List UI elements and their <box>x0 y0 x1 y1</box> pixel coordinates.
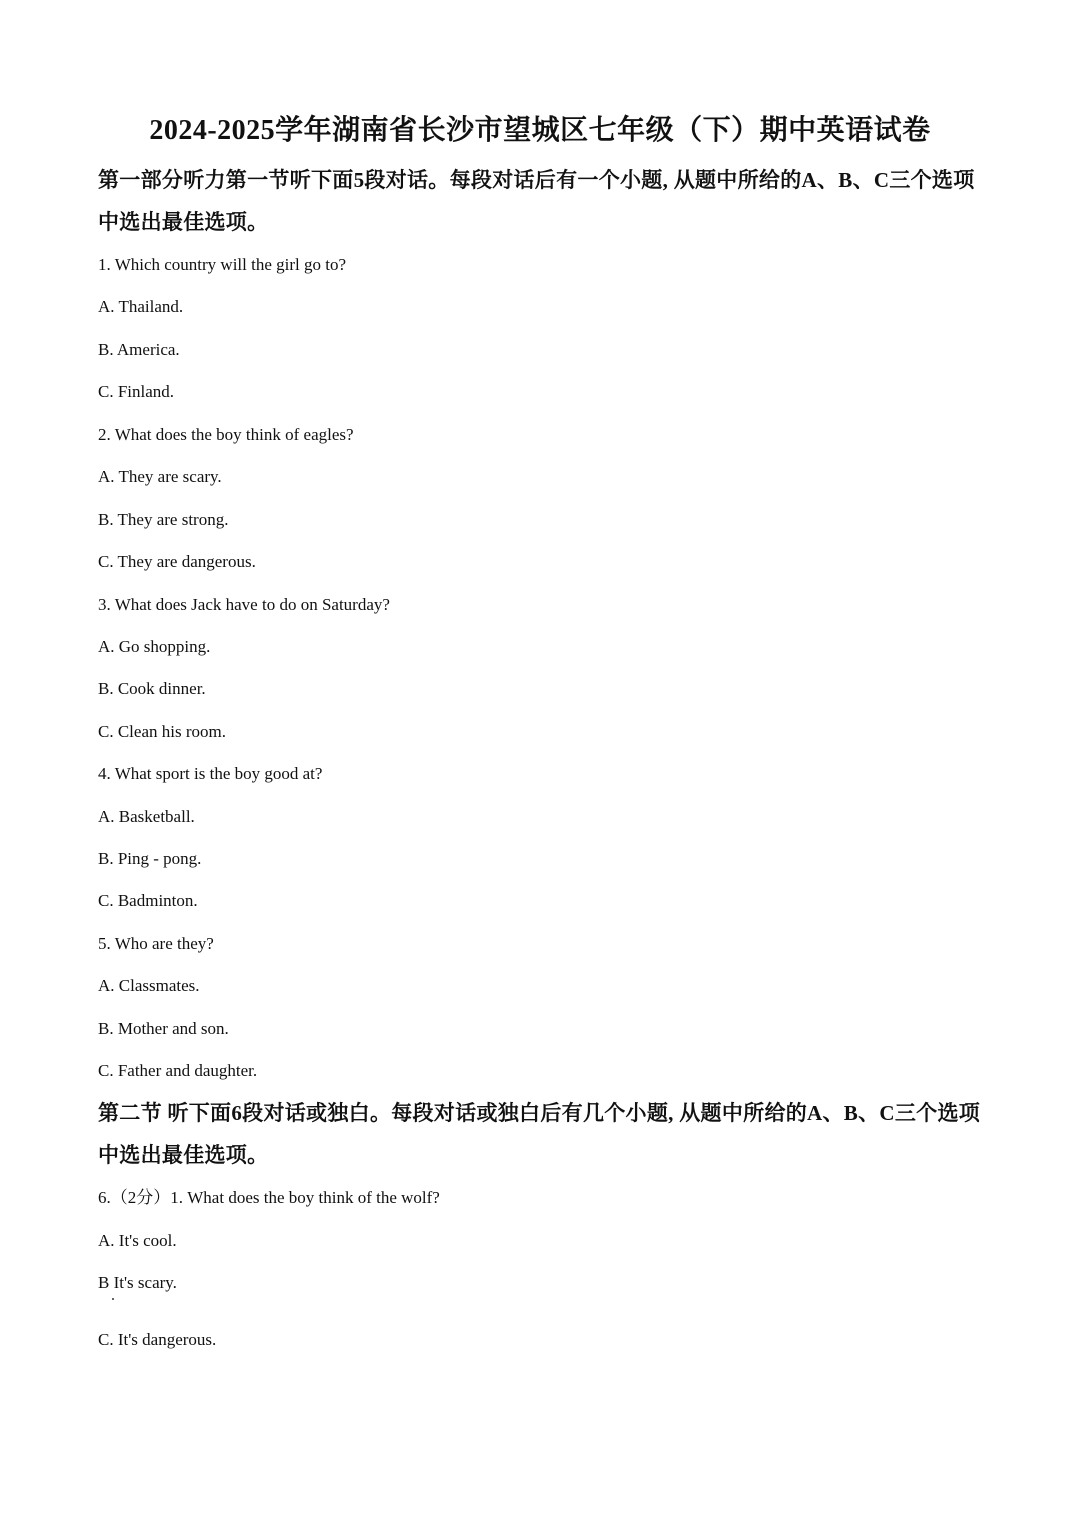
question-4-option-b: B. Ping - pong. <box>98 849 202 868</box>
question-1-option-a: A. Thailand. <box>98 297 184 316</box>
question-6-option-b: B It's scary. <box>98 1273 177 1292</box>
question-2-stem: 2. What does the boy think of eagles? <box>98 425 354 444</box>
question-4-option-a: A. Basketball. <box>98 807 195 826</box>
question-3-option-c: C. Clean his room. <box>98 722 226 741</box>
question-2-option-b: B. They are strong. <box>98 510 229 529</box>
question-3-stem: 3. What does Jack have to do on Saturday? <box>98 595 390 614</box>
question-5-option-a: A. Classmates. <box>98 976 200 995</box>
question-5-stem: 5. Who are they? <box>98 934 214 953</box>
question-5-option-c: C. Father and daughter. <box>98 1061 258 1080</box>
question-6-option-a: A. It's cool. <box>98 1231 177 1250</box>
question-4-stem: 4. What sport is the boy good at? <box>98 764 323 783</box>
question-2-option-c: C. They are dangerous. <box>98 552 256 571</box>
exam-title: 2024-2025学年湖南省长沙市望城区七年级（下）期中英语试卷 <box>149 115 931 146</box>
question-6-option-c: C. It's dangerous. <box>98 1330 217 1349</box>
question-1-option-b: B. America. <box>98 340 180 359</box>
question-1-stem: 1. Which country will the girl go to? <box>98 255 347 274</box>
stray-dot-mark <box>112 1298 114 1300</box>
question-1-option-c: C. Finland. <box>98 382 175 401</box>
question-4-option-c: C. Badminton. <box>98 891 198 910</box>
question-2-option-a: A. They are scary. <box>98 467 222 486</box>
question-3-option-a: A. Go shopping. <box>98 637 211 656</box>
question-6-stem: 6.（2分）1. What does the boy think of the wolf? <box>98 1188 440 1207</box>
question-5-option-b: B. Mother and son. <box>98 1019 229 1038</box>
question-3-option-b: B. Cook dinner. <box>98 679 206 698</box>
part2-heading: 第二节 听下面6段对话或独白。每段对话或独白后有几个小题, 从题中所给的A、B、C三个选项中选出最佳选项。 <box>98 1101 981 1167</box>
part1-heading: 第一部分听力第一节听下面5段对话。每段对话后有一个小题, 从题中所给的A、B、C三个选项中选出最佳选项。 <box>98 168 975 234</box>
